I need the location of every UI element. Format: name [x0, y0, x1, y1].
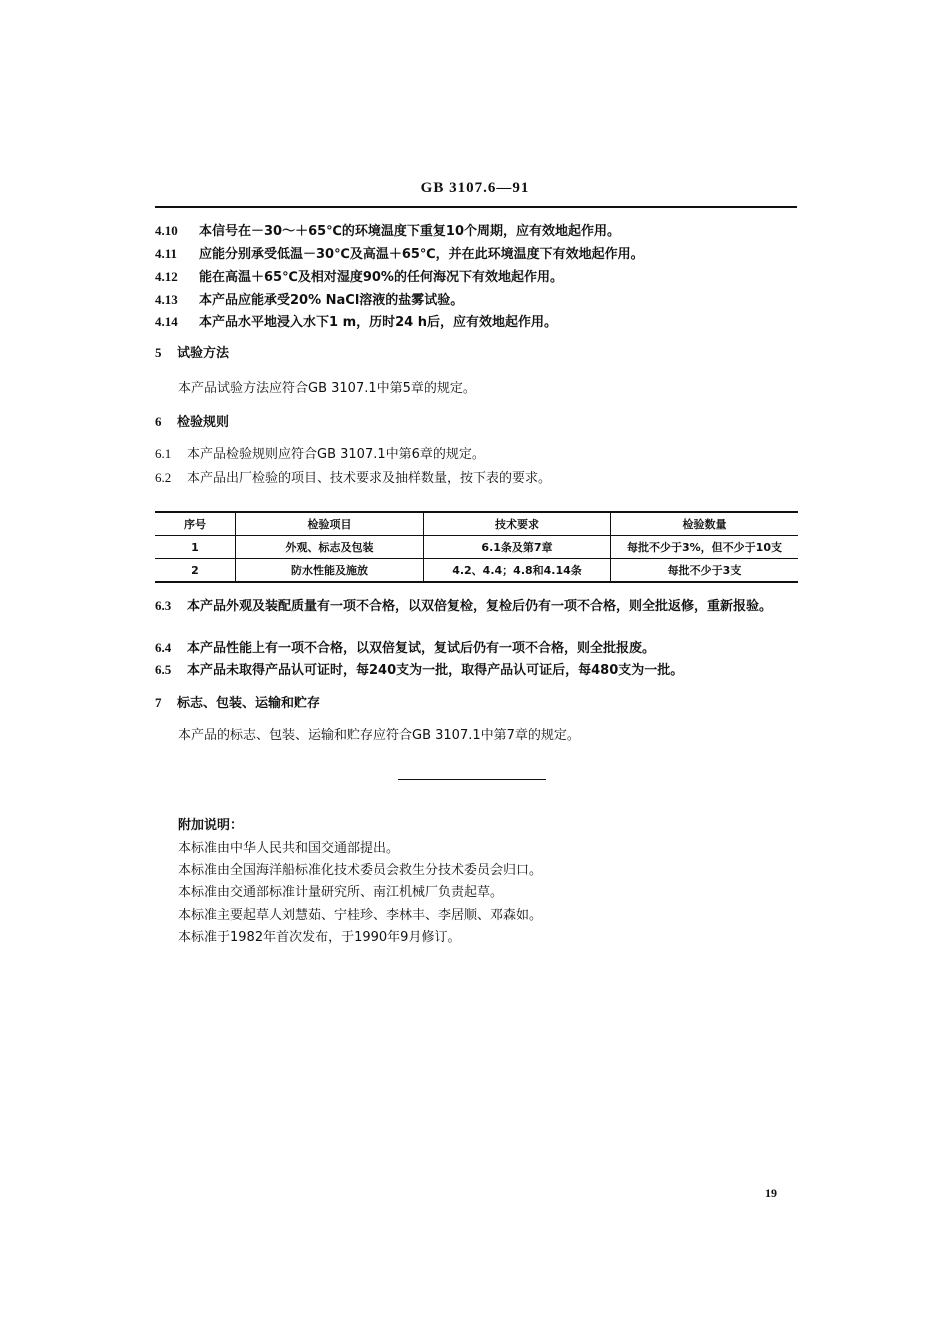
clause-4-12 [155, 268, 563, 287]
clause-4-10 [155, 222, 620, 241]
table-cell: 每批不少于3%，但不少于10支 [611, 536, 799, 559]
clause-number: 4.11 [155, 246, 178, 261]
column-header: 检验项目 [236, 512, 424, 536]
table-header-row [155, 512, 798, 536]
column-header: 检验数量 [611, 512, 799, 536]
clause-number: 6.3 [155, 598, 172, 613]
section-number: 5 [155, 345, 162, 360]
clause-text: 本产品外观及装配质量有一项不合格，以双倍复检，复检后仍有一项不合格，则全批返修，重新报验。 [187, 599, 773, 614]
table-cell: 1 [155, 536, 236, 559]
section-6-heading [155, 413, 229, 432]
table-row [155, 559, 798, 583]
section-number: 6 [155, 414, 162, 429]
clause-4-13 [155, 291, 463, 310]
table-cell: 外观、标志及包装 [236, 536, 424, 559]
clause-4-11 [155, 245, 644, 264]
clause-6-1 [155, 445, 485, 464]
clause-text: 本产品应能承受20% NaCl溶液的盐雾试验。 [199, 293, 464, 308]
table-row [155, 536, 798, 559]
clause-text: 本产品水平地浸入水下1 m，历时24 h后，应有效地起作用。 [199, 315, 557, 330]
clause-text: 本产品出厂检验的项目、技术要求及抽样数量，按下表的要求。 [187, 471, 552, 486]
clause-text: 本产品性能上有一项不合格，以双倍复试，复试后仍有一项不合格，则全批报废。 [187, 641, 656, 656]
clause-text: 本产品检验规则应符合GB 3107.1中第6章的规定。 [187, 447, 485, 462]
note-line: 本标准由中华人民共和国交通部提出。 [178, 841, 400, 856]
clause-number: 4.10 [155, 223, 178, 238]
page-number: 19 [765, 1186, 777, 1200]
note-line: 本标准主要起草人刘慧茹、宁桂珍、李林丰、李居顺、邓森如。 [178, 908, 543, 923]
section-5-heading [155, 344, 229, 363]
clause-number: 6.4 [155, 640, 172, 655]
note-line: 本标准于1982年首次发布，于1990年9月修订。 [178, 930, 461, 945]
clause-6-5 [155, 661, 683, 680]
clause-6-3 [155, 594, 795, 618]
clause-text: 应能分别承受低温－30℃及高温＋65℃，并在此环境温度下有效地起作用。 [199, 247, 644, 262]
clause-text: 本信号在－30～＋65℃的环境温度下重复10个周期，应有效地起作用。 [199, 224, 621, 239]
section-title: 标志、包装、运输和贮存 [177, 696, 321, 711]
clause-text: 本产品未取得产品认可证时，每240支为一批，取得产品认可证后，每480支为一批。 [187, 663, 684, 678]
clause-text: 能在高温＋65℃及相对湿度90%的任何海况下有效地起作用。 [199, 270, 563, 285]
clause-number: 4.12 [155, 269, 178, 284]
note-line: 本标准由全国海洋船标准化技术委员会救生分技术委员会归口。 [178, 863, 543, 878]
section-number: 7 [155, 695, 162, 710]
clause-number: 6.2 [155, 470, 172, 485]
clause-number: 4.13 [155, 292, 178, 307]
table-cell: 2 [155, 559, 236, 583]
clause-6-4 [155, 639, 655, 658]
separator-rule [398, 779, 546, 780]
standard-code-header: GB 3107.6—91 [420, 180, 530, 196]
table-cell: 防水性能及施放 [236, 559, 424, 583]
section-5-body: 本产品试验方法应符合GB 3107.1中第5章的规定。 [178, 381, 476, 396]
section-7-body: 本产品的标志、包装、运输和贮存应符合GB 3107.1中第7章的规定。 [178, 728, 580, 743]
section-title: 试验方法 [177, 346, 230, 361]
notes-title: 附加说明： [178, 818, 244, 833]
table-cell: 4.2、4.4；4.8和4.14条 [424, 559, 611, 583]
clause-number: 6.1 [155, 446, 172, 461]
table-cell: 6.1条及第7章 [424, 536, 611, 559]
header-rule [155, 206, 797, 208]
table-cell: 每批不少于3支 [611, 559, 799, 583]
column-header: 技术要求 [424, 512, 611, 536]
section-7-heading [155, 694, 320, 713]
clause-4-14 [155, 313, 557, 332]
column-header: 序号 [155, 512, 236, 536]
clause-6-2 [155, 469, 551, 488]
clause-number: 6.5 [155, 662, 172, 677]
note-line: 本标准由交通部标准计量研究所、南江机械厂负责起草。 [178, 885, 504, 900]
clause-number: 4.14 [155, 314, 178, 329]
inspection-table [155, 511, 798, 583]
section-title: 检验规则 [177, 415, 230, 430]
